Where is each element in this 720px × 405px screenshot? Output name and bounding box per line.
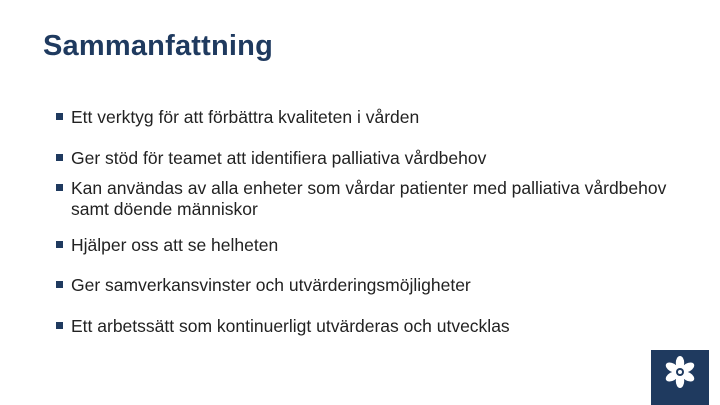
bullet-item bbox=[56, 148, 686, 169]
bullet-item bbox=[56, 316, 686, 337]
bullet-item bbox=[56, 178, 686, 220]
square-bullet-icon bbox=[56, 322, 63, 329]
slide-title: Sammanfattning bbox=[43, 30, 273, 62]
square-bullet-icon bbox=[56, 184, 63, 191]
square-bullet-icon bbox=[56, 113, 63, 120]
bullet-item bbox=[56, 107, 686, 128]
bullet-text: Hjälper oss att se helheten bbox=[71, 235, 279, 255]
bullet-text: Ett arbetssätt som kontinuerligt utvärderas och utvecklas bbox=[71, 316, 510, 336]
bullet-text: Kan användas av alla enheter som vårdar patienter med palliativa vårdbehov samt döende människor bbox=[71, 178, 667, 219]
square-bullet-icon bbox=[56, 281, 63, 288]
bullet-text: Ett verktyg för att förbättra kvaliteten i vården bbox=[71, 107, 420, 127]
flower-emblem-icon bbox=[663, 355, 697, 389]
bullet-text: Ger samverkansvinster och utvärderingsmöjligheter bbox=[71, 275, 471, 295]
bullet-item bbox=[56, 235, 686, 256]
logo bbox=[651, 350, 709, 405]
bullet-text: Ger stöd för teamet att identifiera palliativa vårdbehov bbox=[71, 148, 487, 168]
bullet-item bbox=[56, 275, 686, 296]
square-bullet-icon bbox=[56, 154, 63, 161]
square-bullet-icon bbox=[56, 241, 63, 248]
